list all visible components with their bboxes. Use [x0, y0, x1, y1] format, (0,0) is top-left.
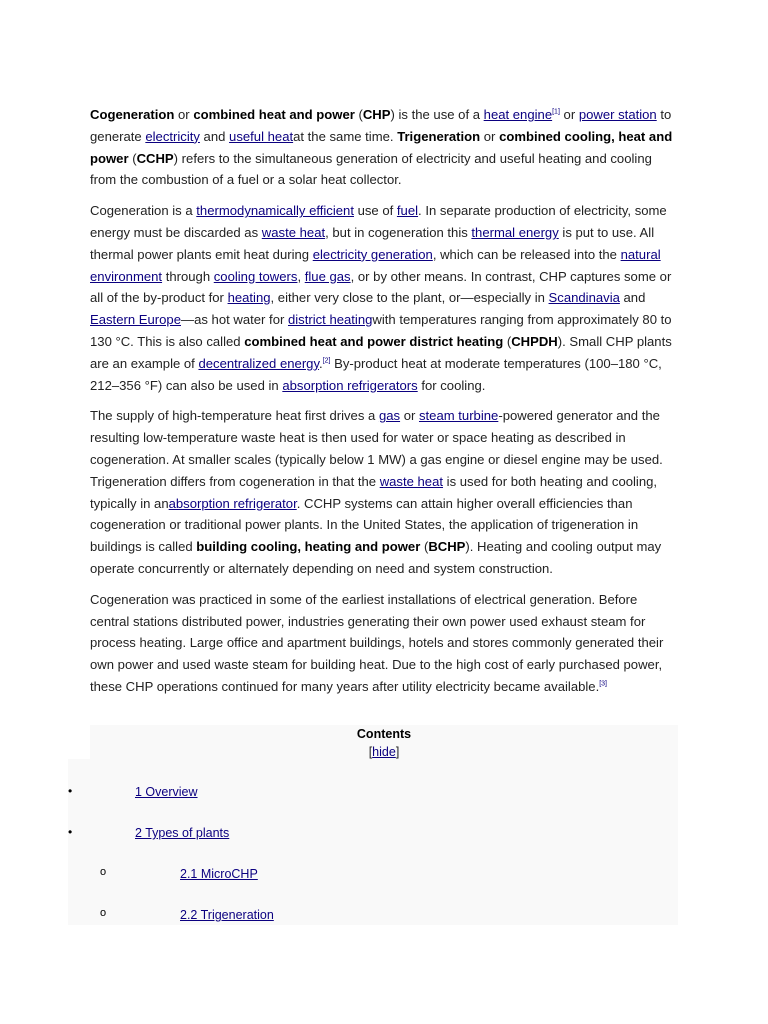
text: with temperatures ranging from approximately 80 to 130 °C. This is also called: [90, 312, 672, 349]
toc-hide-link[interactable]: hide: [372, 745, 396, 759]
bullet-icon: •: [68, 825, 73, 839]
text: ) is the use of a: [390, 107, 484, 122]
link-waste-heat-2[interactable]: waste heat: [379, 473, 444, 489]
text: (: [420, 539, 429, 555]
paragraph-efficiency: [90, 200, 680, 396]
link-gas[interactable]: gas: [378, 408, 401, 424]
link-thermodynamically-efficient[interactable]: thermodynamically efficient: [196, 203, 354, 219]
term-trigeneration: Trigeneration: [397, 128, 481, 144]
toc-item-microchp[interactable]: 2.1 MicroCHP: [180, 867, 258, 881]
text: . In separate production of electricity, some energy must be discarded as: [90, 203, 667, 240]
term-chpdh-abbr: CHPDH: [511, 333, 558, 349]
text: -powered generator and the resulting low-temperature waste heat is then used for water or space heating as described in cogeneration. At smaller scales (typically below 1 MW) a gas engine or diesel engine may be used. Trigeneration differs from cogeneration in that the: [90, 408, 663, 489]
text: Cogeneration was practiced in some of the earliest installations of electrical generation. Before central stations distributed power, industries generating their own power used exhaust steam for process heating. Large office and apartment buildings, hotels and stores commonly generated their own power and used waste steam for building heat. Due to the high cost of early purchased power, these CHP operations continued for many years after utility electricity became available.: [90, 591, 664, 694]
link-fuel[interactable]: fuel: [396, 203, 419, 219]
bullet-icon: •: [68, 784, 73, 798]
link-electricity-generation[interactable]: electricity generation: [312, 246, 433, 262]
table-of-contents: [90, 725, 678, 925]
link-thermal-energy[interactable]: thermal energy: [471, 224, 559, 240]
citation-link-1[interactable]: [1]: [552, 108, 560, 116]
text: to generate: [90, 107, 672, 144]
term-cogeneration: Cogeneration: [90, 107, 175, 122]
circle-bullet-icon: o: [100, 907, 107, 919]
text: (: [128, 150, 137, 166]
link-flue-gas[interactable]: flue gas: [304, 268, 351, 284]
text: and: [619, 290, 646, 306]
text: ,: [297, 268, 305, 284]
text: or: [174, 107, 194, 122]
link-heat-engine[interactable]: heat engine: [483, 107, 553, 122]
text: or: [559, 107, 579, 122]
text: is used for both heating and cooling, typically in an: [90, 473, 658, 511]
citation-link-2[interactable]: [2]: [322, 357, 331, 365]
link-decentralized-energy[interactable]: decentralized energy: [198, 355, 320, 371]
term-bchp-abbr: BCHP: [428, 539, 466, 555]
toc-title: Contents: [356, 727, 412, 741]
text: or: [400, 408, 419, 424]
text: , either very close to the plant, or—especially in: [270, 290, 549, 306]
link-absorption-refrigerator[interactable]: absorption refrigerator: [168, 495, 297, 511]
text: .: [319, 355, 323, 371]
term-chpdh: combined heat and power district heating: [244, 333, 504, 349]
citation: [599, 681, 607, 688]
toc-item-types-of-plants[interactable]: 2 Types of plants: [135, 826, 230, 840]
term-cchp-abbr: CCHP: [136, 150, 174, 166]
link-power-station[interactable]: power station: [578, 107, 657, 122]
link-scandinavia[interactable]: Scandinavia: [548, 290, 620, 306]
text: . CCHP systems can attain higher overall efficiencies than cogeneration or traditional power plants. In the United States, the application of trigeneration in buildings is called: [90, 495, 639, 555]
text: at the same time.: [293, 128, 398, 144]
citation-link-3[interactable]: [3]: [599, 680, 608, 688]
article-body: [90, 104, 680, 707]
paragraph-trigeneration: [90, 405, 680, 579]
citation: [552, 109, 560, 116]
paragraph-intro: [90, 104, 680, 191]
text: (: [354, 107, 363, 122]
text: , which can be released into the: [432, 246, 621, 262]
toc-item-overview[interactable]: 1 Overview: [135, 785, 198, 799]
paragraph-history: [90, 589, 680, 698]
link-eastern-europe[interactable]: Eastern Europe: [90, 312, 181, 328]
bracket: [: [368, 745, 373, 759]
link-electricity[interactable]: electricity: [145, 128, 200, 144]
text: , or by other means. In contrast, CHP captures some or all of the by-product for: [90, 268, 672, 306]
link-steam-turbine[interactable]: steam turbine: [418, 408, 499, 424]
text: ) refers to the simultaneous generation of electricity and useful heating and cooling from the combustion of a fuel or a solar heat collector.: [90, 150, 652, 188]
term-chp-abbr: CHP: [362, 107, 391, 122]
circle-bullet-icon: o: [100, 866, 107, 878]
text: ). Small CHP plants are an example of: [90, 333, 672, 371]
text: use of: [353, 203, 397, 219]
link-useful-heat[interactable]: useful heat: [229, 128, 294, 144]
toc-item-trigeneration[interactable]: 2.2 Trigeneration: [180, 908, 274, 922]
text: Cogeneration is a: [90, 203, 197, 219]
link-absorption-refrigerators[interactable]: absorption refrigerators: [282, 377, 418, 393]
text: The supply of high-temperature heat first drives a: [90, 408, 379, 424]
term-cchp: combined cooling, heat and power: [90, 128, 673, 166]
text: through: [162, 268, 214, 284]
text: ). Heating and cooling output may operate concurrently or alternately depending on need and system construction.: [90, 539, 662, 576]
link-heating[interactable]: heating: [227, 290, 271, 306]
text: —as hot water for: [181, 312, 288, 328]
text: By-product heat at moderate temperatures (100–180 °C, 212–356 °F) can also be used in: [90, 355, 662, 393]
term-bchp: building cooling, heating and power: [196, 539, 421, 555]
text: , but in cogeneration this: [325, 224, 472, 240]
link-district-heating[interactable]: district heating: [287, 312, 373, 328]
link-cooling-towers[interactable]: cooling towers: [213, 268, 298, 284]
text: (: [503, 333, 512, 349]
toc-toggle: [90, 745, 678, 759]
text: is put to use. All thermal power plants emit heat during: [90, 224, 655, 262]
link-natural-environment[interactable]: natural environment: [90, 246, 661, 284]
link-waste-heat[interactable]: waste heat: [261, 224, 326, 240]
bracket: ]: [395, 745, 400, 759]
text: for cooling.: [417, 377, 486, 393]
text: and: [199, 128, 230, 144]
text: or: [480, 128, 500, 144]
term-chp: combined heat and power: [193, 107, 355, 122]
